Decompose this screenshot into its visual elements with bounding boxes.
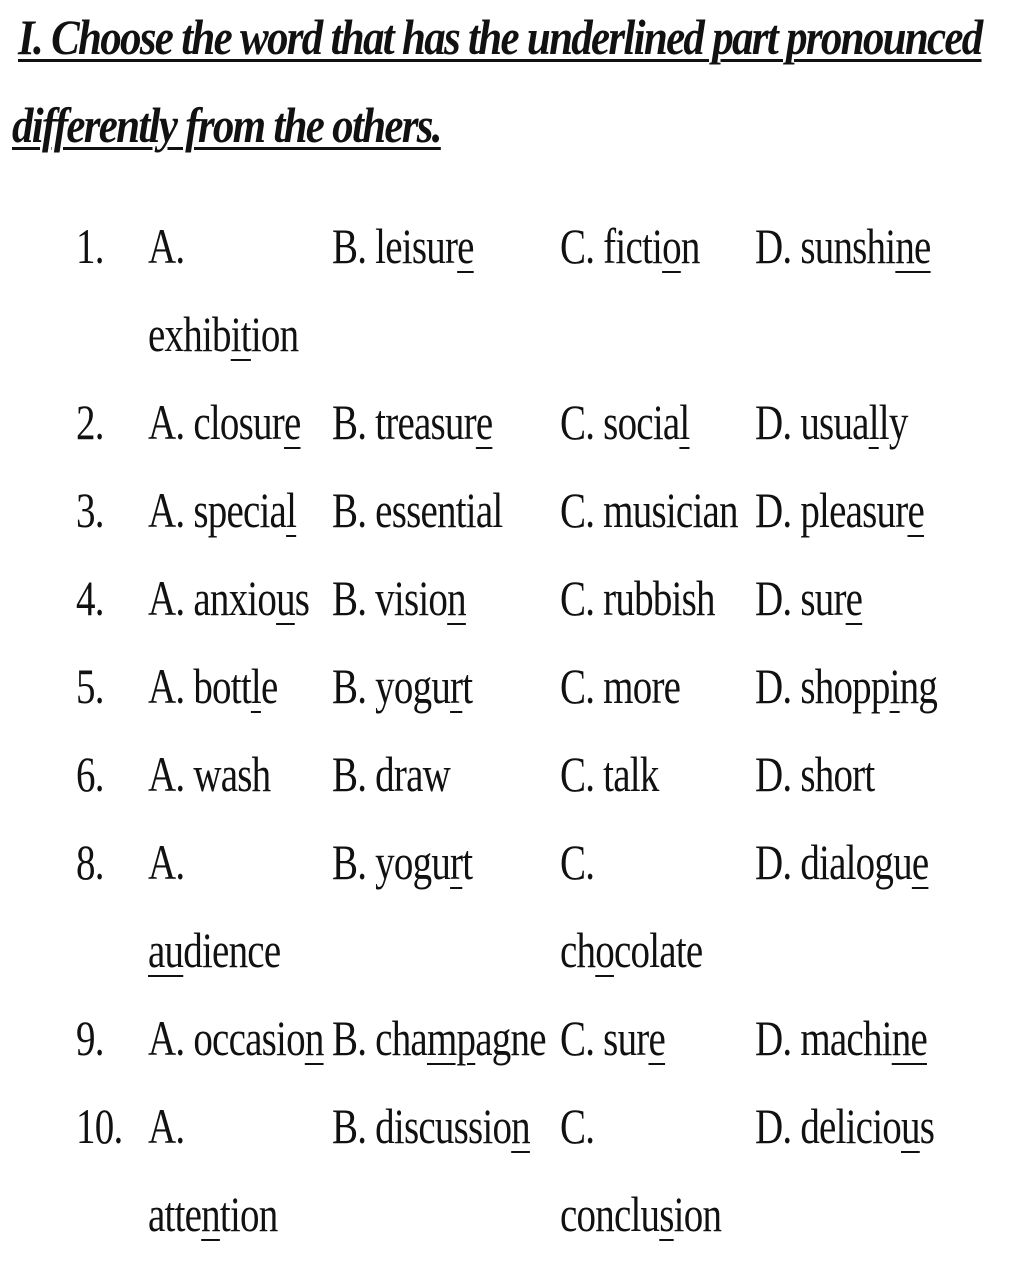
question-number: 6.	[76, 746, 104, 802]
underlined-sound: e	[907, 482, 925, 538]
option-b: B. essential	[332, 482, 503, 538]
option-d: D. usually	[755, 394, 908, 450]
option-c: C. sure	[560, 1010, 666, 1066]
question-number: 10.	[76, 1098, 123, 1154]
option-b: B. champagne	[332, 1010, 546, 1066]
underlined-sound: n	[511, 1098, 530, 1154]
underlined-sound: l	[679, 394, 690, 450]
option-a: A. special	[148, 482, 297, 538]
option-a: A.	[148, 1098, 185, 1154]
option-a: A. anxious	[148, 570, 310, 626]
underlined-sound: e	[457, 218, 474, 274]
option-b: B. leisure	[332, 218, 474, 274]
question-number: 1.	[76, 218, 104, 274]
option-a: A.	[148, 834, 185, 890]
underlined-sound: i	[889, 658, 900, 714]
underlined-sound: l	[250, 658, 261, 714]
option-b: B. yogurt	[332, 834, 473, 890]
instruction-heading-line-1: I. Choose the word that has the underlined part pronounced	[18, 9, 982, 65]
option-b: B. vision	[332, 570, 466, 626]
underlined-sound: e	[283, 394, 301, 450]
question-number: 3.	[76, 482, 104, 538]
option-c: C.	[560, 1098, 595, 1154]
underlined-sound: ne	[891, 1010, 927, 1066]
option-d: D. delicious	[755, 1098, 935, 1154]
underlined-sound: n	[201, 1186, 220, 1242]
underlined-sound: e	[911, 834, 929, 890]
underlined-sound: n	[304, 1010, 324, 1066]
underlined-sound: s	[659, 1186, 674, 1242]
option-c: C. talk	[560, 746, 659, 802]
option-d: D. pleasure	[755, 482, 925, 538]
question-number: 9.	[76, 1010, 104, 1066]
question-number: 2.	[76, 394, 104, 450]
question-number: 4.	[76, 570, 104, 626]
option-b: B. yogurt	[332, 658, 473, 714]
option-d: D. short	[755, 746, 875, 802]
question-number: 8.	[76, 834, 104, 890]
underlined-sound: it	[230, 306, 251, 362]
option-a: exhibition	[148, 306, 299, 362]
option-d: D. sunshine	[755, 218, 931, 274]
underlined-sound: n	[447, 570, 466, 626]
option-c: C. more	[560, 658, 681, 714]
underlined-sound: o	[662, 218, 681, 274]
option-c: C. musician	[560, 482, 738, 538]
option-b: B. discussion	[332, 1098, 530, 1154]
option-b: B. draw	[332, 746, 451, 802]
option-a: attention	[148, 1186, 278, 1242]
option-c: C.	[560, 834, 595, 890]
option-a: A. occasion	[148, 1010, 324, 1066]
underlined-sound: u	[276, 570, 295, 626]
underlined-sound: u	[900, 1098, 920, 1154]
option-b: B. treasure	[332, 394, 493, 450]
option-c: conclusion	[560, 1186, 722, 1242]
instruction-heading-line-2: differently from the others.	[12, 97, 441, 153]
underlined-sound: l	[286, 482, 297, 538]
option-a: audience	[148, 922, 281, 978]
option-c: C. fiction	[560, 218, 700, 274]
option-d: D. dialogue	[755, 834, 929, 890]
option-a: A. closure	[148, 394, 301, 450]
option-a: A. wash	[148, 746, 271, 802]
underlined-sound: e	[648, 1010, 666, 1066]
underlined-sound: r	[450, 834, 463, 890]
underlined-sound: mp	[426, 1010, 476, 1066]
option-d: D. sure	[755, 570, 863, 626]
underlined-sound: ne	[895, 218, 931, 274]
option-a: A. bottle	[148, 658, 278, 714]
underlined-sound: au	[148, 922, 184, 978]
underlined-sound: l	[868, 394, 879, 450]
option-c: C. rubbish	[560, 570, 715, 626]
underlined-sound: e	[475, 394, 493, 450]
option-d: D. shopping	[755, 658, 938, 714]
option-c: C. social	[560, 394, 690, 450]
underlined-sound: r	[450, 658, 463, 714]
option-a: A.	[148, 218, 185, 274]
question-number: 5.	[76, 658, 104, 714]
option-c: chocolate	[560, 922, 703, 978]
underlined-sound: e	[845, 570, 863, 626]
underlined-sound: o	[595, 922, 614, 978]
option-d: D. machine	[755, 1010, 927, 1066]
